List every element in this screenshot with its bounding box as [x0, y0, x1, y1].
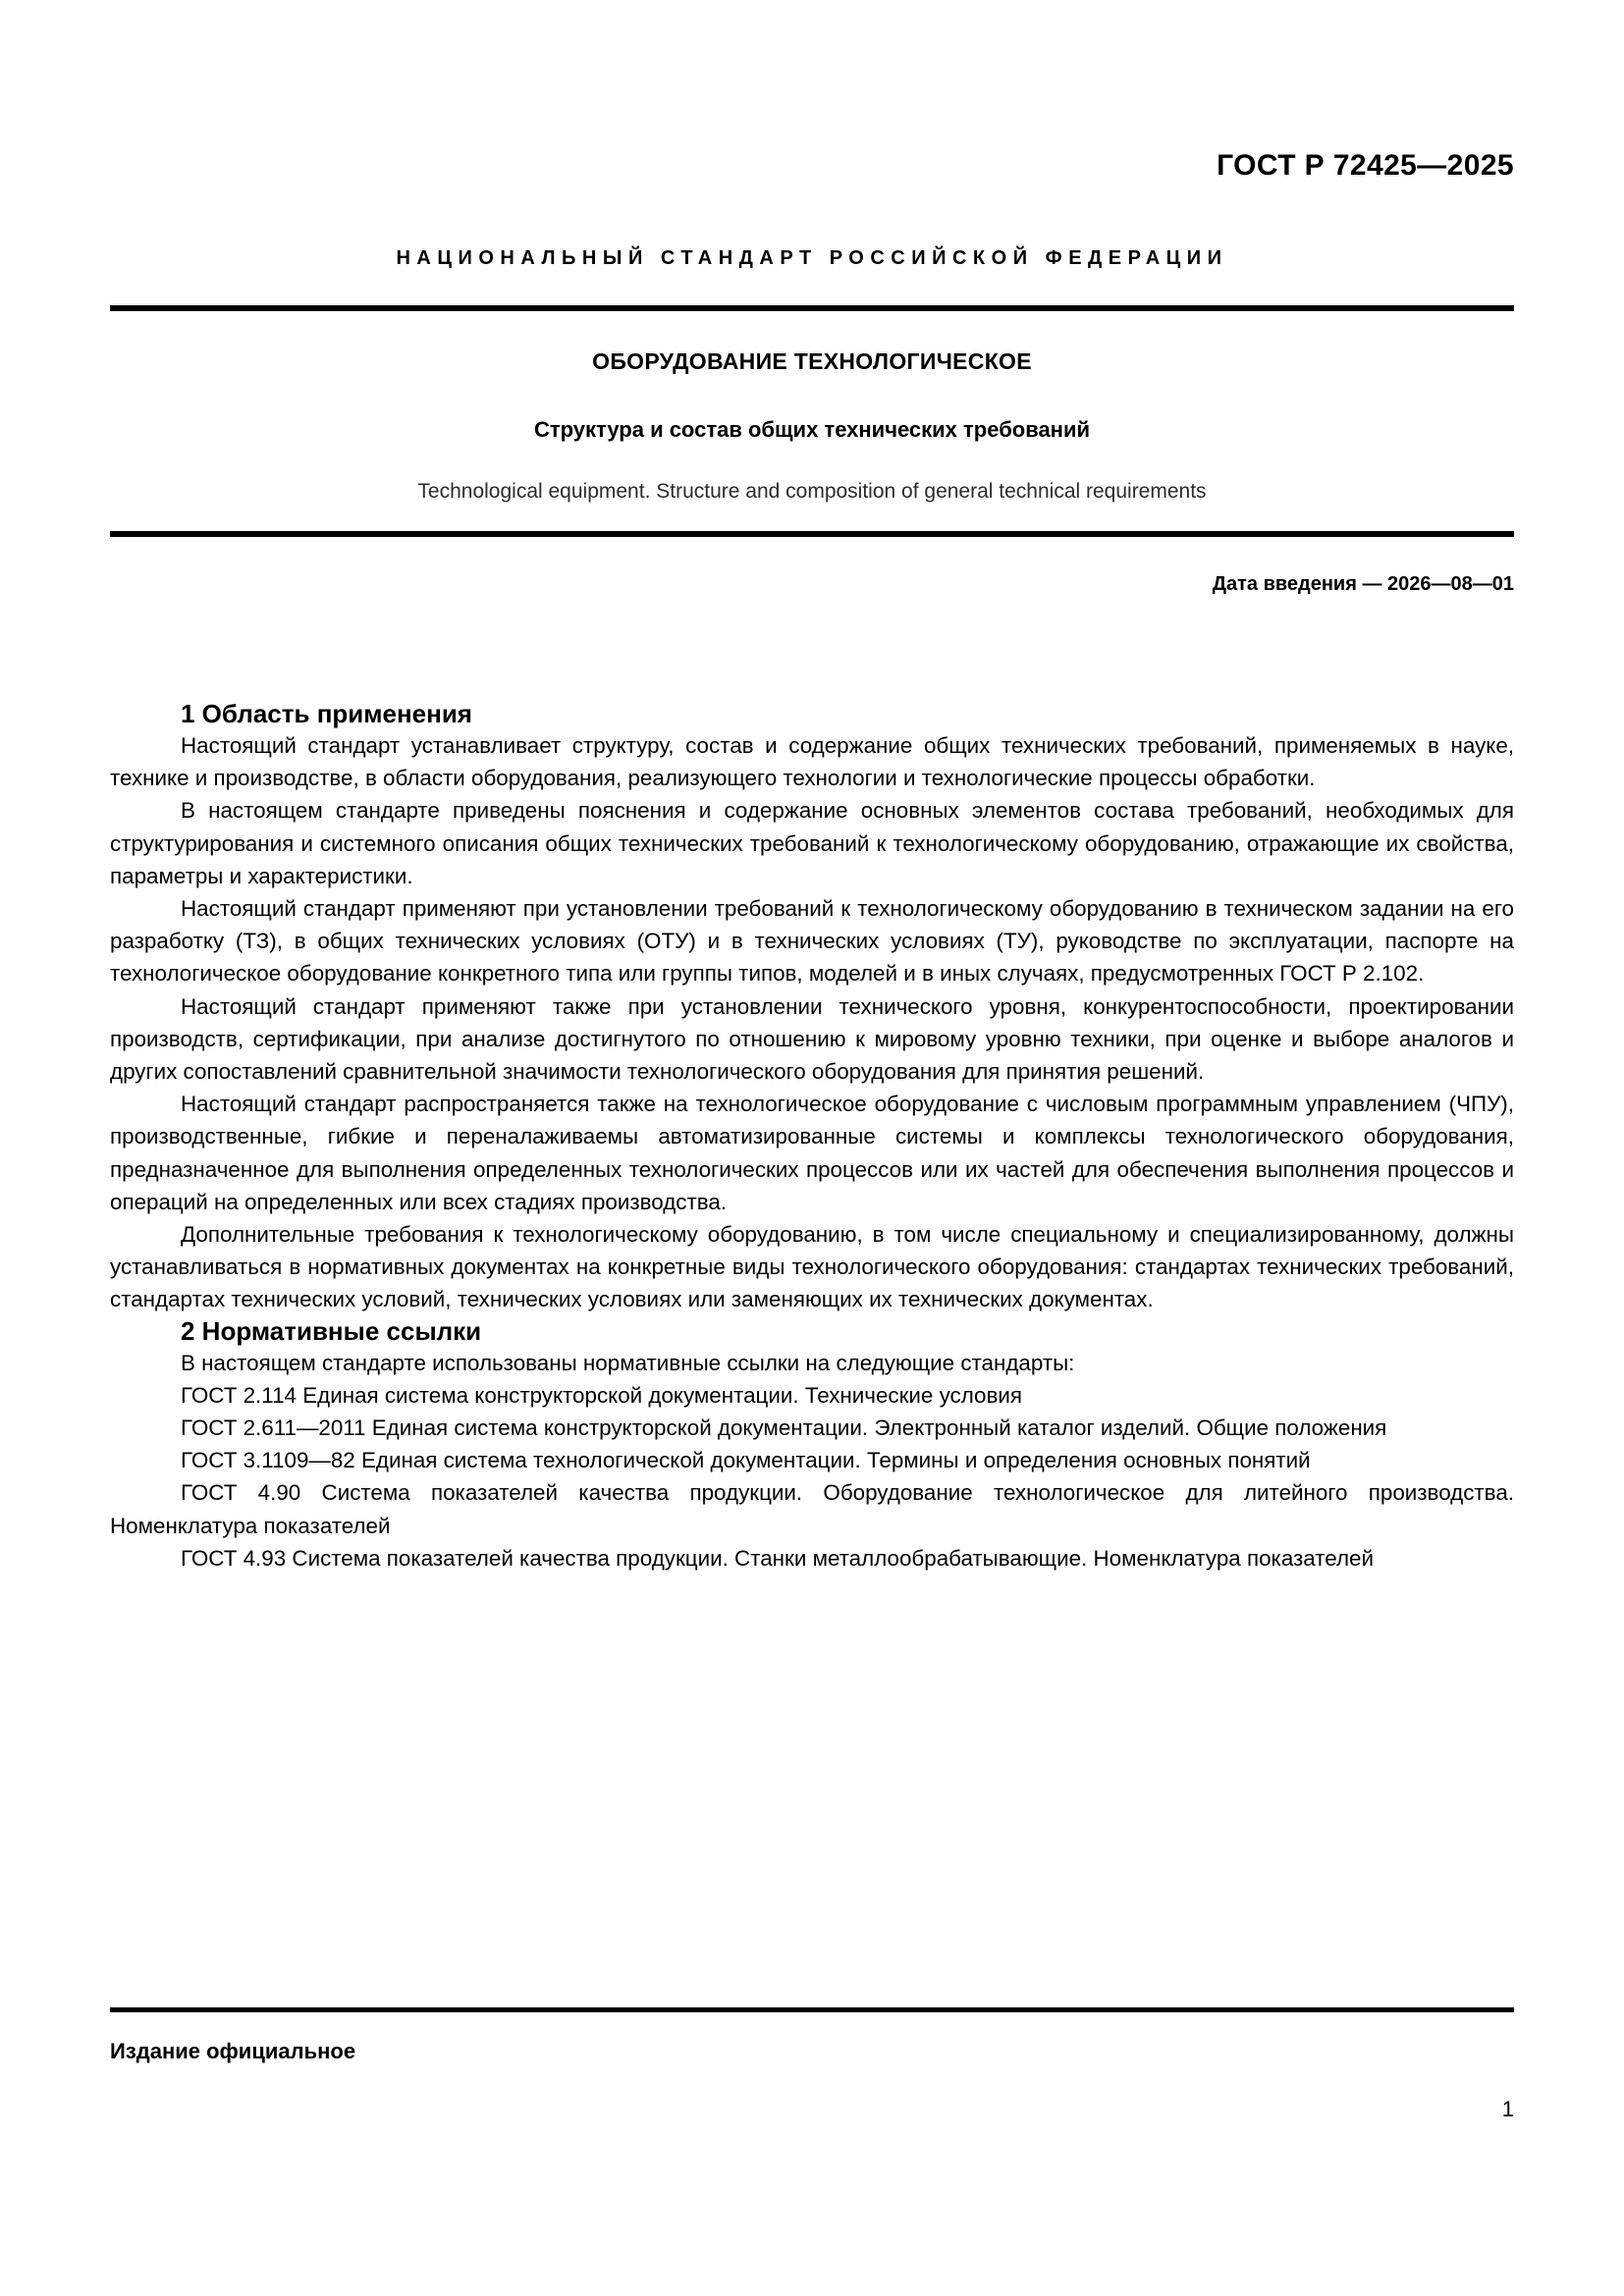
body-column [110, 699, 1514, 1575]
normative-reference: ГОСТ 2.611—2011 Единая система конструкторской документации. Электронный каталог изделий. Общие положения [181, 1415, 1387, 1441]
normative-reference: ГОСТ 3.1109—82 Единая система технологической документации. Термины и определения основных понятий [181, 1448, 1311, 1473]
section-1-paragraph: Настоящий стандарт распространяется также на технологическое оборудование с числовым программным управлением (ЧПУ), производственные, гибкие и переналаживаемы автоматизированные системы и комплексы технологического оборудования, предназначенное для выполнения определенных технологических процессов или их частей для обеспечения выполнения процессов и операций на определенных или всех стадиях производства. [110, 1092, 1514, 1214]
normative-reference: ГОСТ 4.93 Система показателей качества продукции. Станки металлообрабатывающие. Номенклатура показателей [181, 1545, 1374, 1571]
page-title-english: Technological equipment. Structure and composition of general technical requirements [417, 480, 1207, 503]
section-1-paragraph: Настоящий стандарт применяют также при установлении технического уровня, конкурентоспособности, проектировании производств, сертификации, при анализе достигнутого по отношению к мировому уровню техники, при оценке и выборе аналогов и других сопоставлений сравнительной значимости технологического оборудования для принятия решений. [110, 993, 1514, 1085]
national-standard-line: НАЦИОНАЛЬНЫЙ СТАНДАРТ РОССИЙСКОЙ ФЕДЕРАЦИИ [396, 247, 1228, 269]
divider-bottom [110, 531, 1514, 537]
divider-footer [110, 2007, 1514, 2012]
section-1-paragraph: Настоящий стандарт устанавливает структуру, состав и содержание общих технических требований, применяемых в науке, технике и производстве, в области оборудования, реализующего технологии и технологические процессы обработки. [110, 733, 1514, 791]
section-1-heading: 1 Область применения [181, 699, 472, 728]
section-2-intro: В настоящем стандарте использованы нормативные ссылки на следующие стандарты: [181, 1350, 1075, 1375]
official-edition-note: Издание официальное [110, 2039, 356, 2063]
section-1-paragraph: Дополнительные требования к технологическому оборудованию, в том числе специальному и специализированному, должны устанавливаться в нормативных документах на конкретные виды технологического оборудования: стандартах технических требований, стандартах технических условий, технических условиях или заменяющих их технических документах. [110, 1222, 1514, 1312]
section-1-paragraph: В настоящем стандарте приведены пояснения и содержание основных элементов состава требований, необходимых для структурирования и системного описания общих технических требований к технологическому оборудованию, отражающие их свойства, параметры и характеристики. [110, 798, 1514, 888]
section-1-paragraph: Настоящий стандарт применяют при установлении требований к технологическому оборудованию в техническом задании на его разработку (ТЗ), в общих технических условиях (ОТУ) и в технических условиях (ТУ), руководстве по эксплуатации, паспорте на технологическое оборудование конкретного типа или группы типов, моделей и в иных случаях, предусмотренных ГОСТ Р 2.102. [110, 896, 1514, 987]
page-title: ОБОРУДОВАНИЕ ТЕХНОЛОГИЧЕСКОЕ [592, 348, 1032, 374]
normative-reference: ГОСТ 4.90 Система показателей качества продукции. Оборудование технологическое для литейного производства. Номенклатура показателей [110, 1480, 1514, 1538]
section-2-heading: 2 Нормативные ссылки [181, 1315, 482, 1346]
introduction-date: Дата введения — 2026—08—01 [1212, 573, 1514, 595]
normative-reference: ГОСТ 2.114 Единая система конструкторской документации. Технические условия [181, 1382, 1023, 1408]
page-number: 1 [1501, 2097, 1514, 2121]
document-number: ГОСТ Р 72425—2025 [1217, 149, 1514, 182]
page-subtitle: Структура и состав общих технических требований [533, 417, 1091, 442]
divider-top [110, 305, 1514, 311]
